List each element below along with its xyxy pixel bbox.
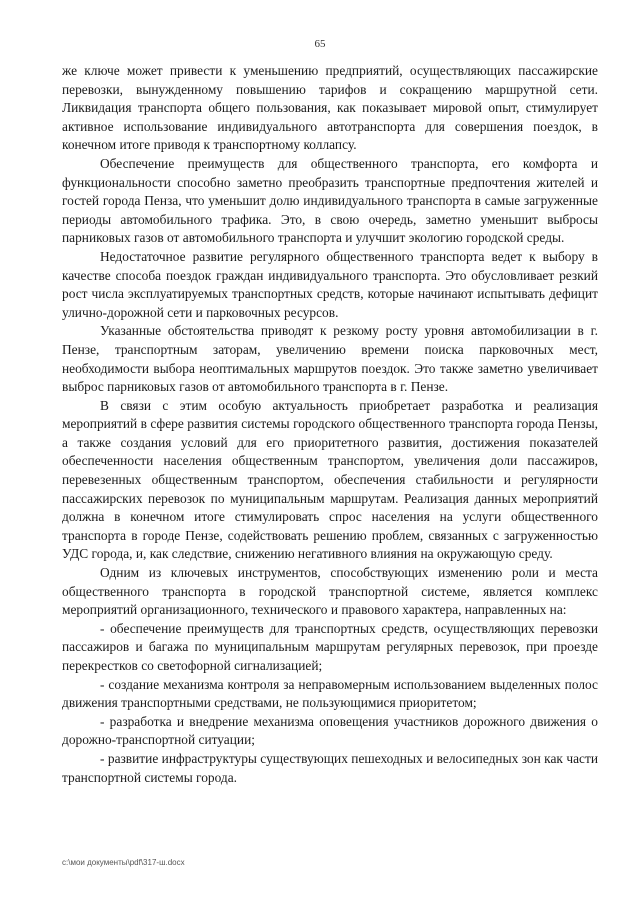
list-item: - развитие инфраструктуры существующих пешеходных и велосипедных зон как части транспортной системы города.: [62, 750, 598, 785]
paragraph-continuation: же ключе может привести к уменьшению предприятий, осуществляющих пассажирские перевозки, вынужденному повышению тарифов и сокращению маршрутной сети. Ликвидация транспорта общего пользования, как показывает мировой опыт, стимулирует активное использование индивидуального автотранспорта для совершения поездок, в конечном итоге приводя к транспортному коллапсу.: [62, 63, 598, 153]
footer-file-path: c:\мои документы\pdf\317-ш.docx: [62, 858, 185, 867]
document-body: [62, 62, 598, 787]
paragraph: Недостаточное развитие регулярного общественного транспорта ведет к выбору в качестве способа поездок граждан индивидуального транспорта. Это обусловливает резкий рост числа эксплуатируемых транспортных средств, которые начинают испытывать дефицит улично-дорожной сети и парковочных ресурсов.: [62, 248, 598, 320]
paragraph: В связи с этим особую актуальность приобретает разработка и реализация мероприятий в сфере развития системы городского общественного транспорта города Пензы, а также создания условий для его приоритетного развития, достижения показателей обеспеченности населения общественным транспортом, увеличения доли пассажиров, перевезенных общественным транспортом, обеспечения стабильности и регулярности пассажирских перевозок по муниципальным маршрутам. Реализация данных мероприятий должна в конечном итоге стимулировать спрос населения на услуги общественного транспорта в городе Пензе, содействовать решению проблем, связанных с загруженностью УДС города, и, как следствие, снижению негативного влияния на окружающую среду.: [62, 397, 598, 562]
list-item: - разработка и внедрение механизма оповещения участников дорожного движения о дорожно-транспортной ситуации;: [62, 713, 598, 748]
list-item: - создание механизма контроля за неправомерным использованием выделенных полос движения транспортными средствами, не пользующимися приоритетом;: [62, 676, 598, 711]
paragraph: Обеспечение преимуществ для общественного транспорта, его комфорта и функциональности способно заметно преобразить транспортные предпочтения жителей и гостей города Пенза, что уменьшит долю индивидуального транспорта в самые загруженные периоды автомобильного трафика. Это, в свою очередь, заметно уменьшит выбросы парниковых газов от автомобильного транспорта и улучшит экологию городской среды.: [62, 155, 598, 246]
list-item: - обеспечение преимуществ для транспортных средств, осуществляющих перевозки пассажиров и багажа по муниципальным маршрутам регулярных перевозок, при проезде перекрестков со светофорной сигнализацией;: [62, 620, 598, 673]
paragraph: Одним из ключевых инструментов, способствующих изменению роли и места общественного транспорта в городской транспортной системе, является комплекс мероприятий организационного, технического и правового характера, направленных на:: [62, 565, 598, 618]
page-number: 65: [314, 38, 326, 50]
paragraph: Указанные обстоятельства приводят к резкому росту уровня автомобилизации в г. Пензе, транспортным заторам, увеличению времени поиска парковочных мест, необходимости выбора неоптимальных маршрутов поездок. Это также заметно увеличивает выброс парниковых газов от автомобильного транспорта в г. Пензе.: [62, 323, 598, 395]
